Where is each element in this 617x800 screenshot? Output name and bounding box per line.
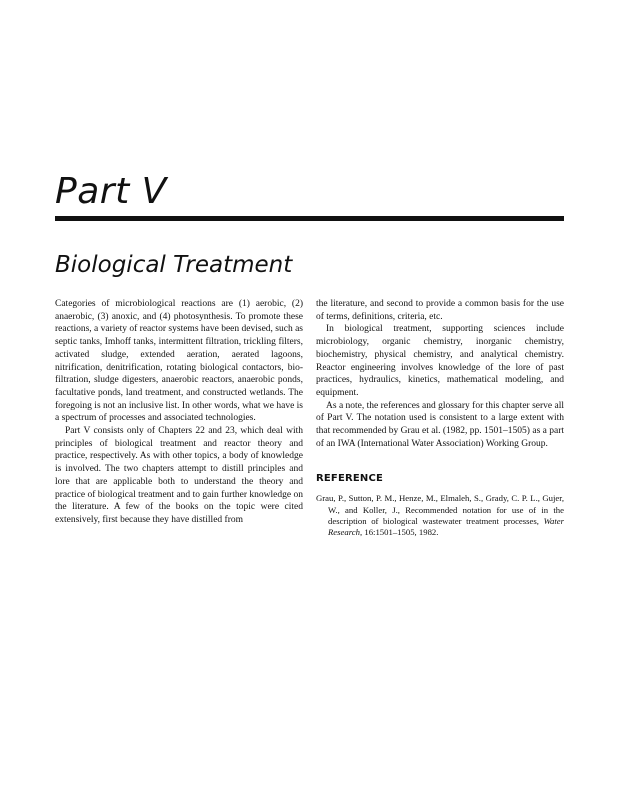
body-paragraph-1: Categories of microbiological reactions are (1) aerobic, (2) anaerobic, (3) anoxic, and (4) photosynthesis. To promote these reactions, a variety of reactor systems have been devised, such as septic tanks, Imhoff tanks, intermittent filtration, trickling filters, activated sludge, extended aeration, aerated lagoons, nitrification, denitrification, rotating biological contactors, bio-filtration, sludge digesters, anaerobic reactors, anaerobic ponds, facultative ponds, land treatment, and constructed wetlands. The foregoing is not an inclusive list. In other words, what we have is a spectrum of processes and associated technologies. bbox=[55, 299, 304, 424]
reference-heading: REFERENCE bbox=[316, 473, 384, 485]
body-paragraph-5: As a note, the references and glossary for this chapter serve all of Part V. The notation used is consistent to a large extent with that recommended by Grau et al. (1982, pp. 1501–1505) as a part of an IWA (International Water Association) Working Group. bbox=[316, 400, 564, 449]
body-paragraph-4: In biological treatment, supporting sciences include microbiology, organic chemistry, inorganic chemistry, biochemistry, physical chemistry, and analytical chemistry. Reactor engineering involves knowledge of the lore of past practices, hydraulics, kinetics, mathematical modeling, and equipment. bbox=[316, 324, 564, 398]
title-rule-divider bbox=[55, 216, 564, 221]
reference-entry bbox=[316, 493, 564, 538]
right-text-column bbox=[316, 298, 564, 539]
part-title: Part V bbox=[55, 171, 167, 212]
reference-entry-authors: Grau, P., Sutton, P. M., Henze, M., Elmaleh, S., Grady, C. P. L., Gujer, W., and Koller, J., Recommended notation for use of in the description of biological wastewater treatment processes, bbox=[316, 493, 564, 527]
left-text-column bbox=[55, 298, 303, 527]
body-paragraph-2: Part V consists only of Chapters 22 and 23, which deal with principles of biological treatment and reactor theory and practice, respectively. As with other topics, a body of knowledge is involved. The two chapters attempt to distill principles and lore that are applicable both to understand the theory and practice of biological treatment and to gain further knowledge on the literature. A few of the books on the topic were cited extensively, first because they have distilled from bbox=[55, 426, 303, 525]
part-subtitle: Biological Treatment bbox=[55, 252, 293, 278]
reference-entry-tail: , 16:1501–1505, 1982. bbox=[360, 527, 439, 538]
body-paragraph-3: the literature, and second to provide a common basis for the use of terms, definitions, criteria, etc. bbox=[316, 299, 564, 322]
reference-entry-journal: Water Research bbox=[328, 516, 564, 538]
